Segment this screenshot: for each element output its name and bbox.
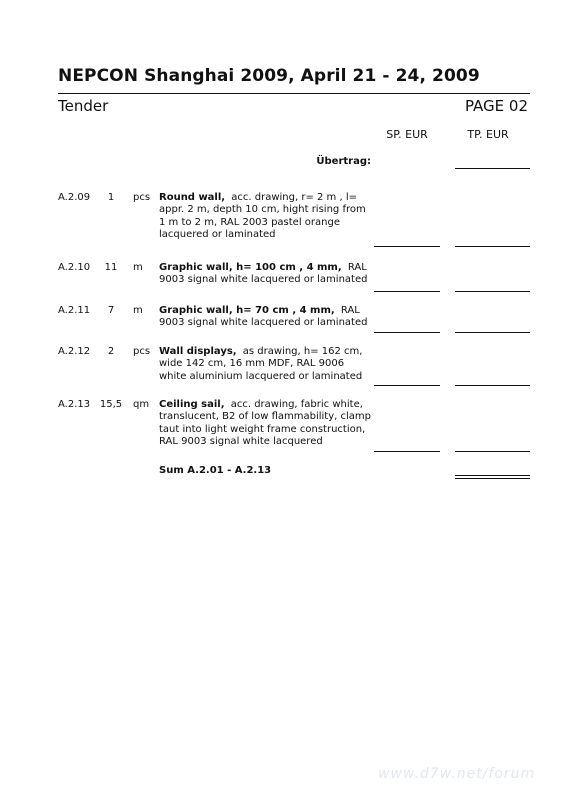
sp-amount-line: [374, 385, 440, 386]
item-quantity: 7: [107, 305, 115, 316]
title-underline: [58, 93, 530, 94]
tp-amount-line: [455, 451, 530, 452]
item-name: Ceiling sail,: [159, 399, 225, 410]
tp-amount-line: [455, 246, 530, 247]
item-description: [159, 192, 371, 242]
document-subtitle: Tender: [58, 97, 109, 115]
sp-amount-line: [374, 246, 440, 247]
item-position: A.2.11: [58, 305, 91, 316]
carry-over-label: Übertrag:: [316, 156, 371, 167]
sum-double-rule-top: [455, 475, 530, 476]
item-details: as drawing, h= 162 cm, wide 142 cm, 16 mm MDF, RAL 9006 white aluminium lacquered or laminated: [159, 346, 363, 382]
item-details: RAL 9003 signal white lacquered or laminated: [159, 262, 368, 286]
item-description: [159, 399, 371, 449]
item-name: Graphic wall, h= 100 cm , 4 mm,: [159, 262, 342, 273]
item-name: Graphic wall, h= 70 cm , 4 mm,: [159, 305, 335, 316]
item-position: A.2.10: [58, 262, 91, 273]
sum-label: Sum A.2.01 - A.2.13: [159, 465, 272, 476]
item-description: [159, 346, 371, 383]
sp-amount-line: [374, 451, 440, 452]
page-number: PAGE 02: [464, 97, 528, 115]
tp-amount-line: [455, 385, 530, 386]
item-unit: pcs: [133, 192, 151, 203]
watermark: www.d7w.net/forum: [378, 766, 536, 782]
tp-amount-line: [455, 291, 530, 292]
item-name: Round wall,: [159, 192, 226, 203]
item-unit: m: [133, 262, 143, 273]
column-header-tp: TP. EUR: [467, 128, 509, 141]
item-quantity: 11: [104, 262, 118, 273]
item-details: RAL 9003 signal white lacquered or laminated: [159, 305, 368, 329]
item-unit: qm: [133, 399, 150, 410]
item-name: Wall displays,: [159, 346, 237, 357]
tp-amount-line: [455, 332, 530, 333]
item-position: A.2.09: [58, 192, 91, 203]
item-quantity: 2: [107, 346, 115, 357]
document-title: NEPCON Shanghai 2009, April 21 - 24, 2009: [58, 66, 480, 86]
item-quantity: 1: [107, 192, 115, 203]
item-description: [159, 305, 371, 330]
sp-amount-line: [374, 291, 440, 292]
item-quantity: 15,5: [99, 399, 123, 410]
column-header-sp: SP. EUR: [386, 128, 428, 141]
item-unit: pcs: [133, 346, 151, 357]
sum-double-rule-bottom: [455, 478, 530, 479]
item-position: A.2.13: [58, 399, 91, 410]
item-details: acc. drawing, fabric white, translucent, B2 of low flammability, clamp taut into light weight frame construction, RAL 9003 signal white lacquered: [159, 399, 371, 448]
item-details: acc. drawing, r= 2 m , l= appr. 2 m, depth 10 cm, hight rising from 1 m to 2 m, RAL 2003 pastel orange lacquered or laminated: [159, 192, 366, 241]
item-unit: m: [133, 305, 143, 316]
sp-amount-line: [374, 332, 440, 333]
carry-over-tp-line: [455, 168, 530, 169]
item-description: [159, 262, 371, 287]
item-position: A.2.12: [58, 346, 91, 357]
